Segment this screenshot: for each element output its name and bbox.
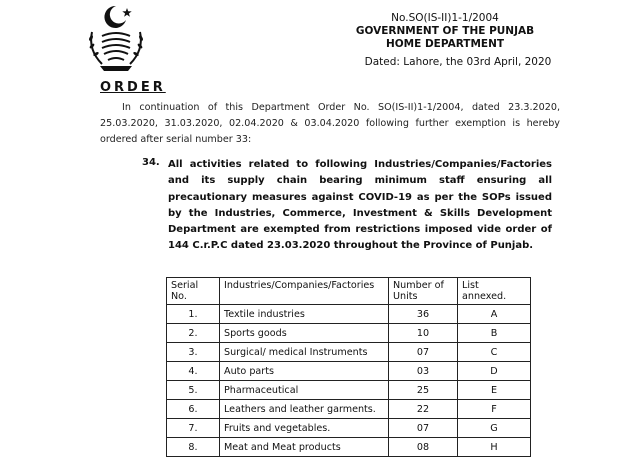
cell-list: H — [458, 438, 531, 457]
cell-list: C — [458, 343, 531, 362]
intro-paragraph: In continuation of this Department Order No. SO(IS-II)1-1/2004, dated 23.3.2020, 25.03.2020, 31.03.2020, 02.04.2020 & 03.04.2020 following further exemption is hereby ordered after serial number 33: — [100, 102, 560, 145]
government-title: GOVERNMENT OF THE PUNJAB — [355, 25, 535, 37]
department-title: HOME DEPARTMENT — [385, 38, 505, 50]
cell-industry: Textile industries — [220, 305, 389, 324]
cell-units: 36 — [389, 305, 458, 324]
header-serial: Serial No. — [167, 278, 220, 305]
cell-industry: Fruits and vegetables. — [220, 419, 389, 438]
cell-units: 03 — [389, 362, 458, 381]
cell-list: F — [458, 400, 531, 419]
cell-units: 25 — [389, 381, 458, 400]
cell-serial: 5. — [167, 381, 220, 400]
cell-industry: Leathers and leather garments. — [220, 400, 389, 419]
cell-list: G — [458, 419, 531, 438]
item-text: All activities related to following Industries/Companies/Factories and its supply chain bearing minimum staff ensuring all precautionary measures against COVID-19 as per the SOPs issued by the Industries, Commerce, Investment & Skills Development Department are exempted from restrictions imposed vide order of 144 C.r.P.C dated 23.03.2020 throughout the Province of Punjab. — [168, 159, 552, 252]
header-number-of-units: Number of Units — [389, 278, 458, 305]
cell-industry: Auto parts — [220, 362, 389, 381]
cell-industry: Pharmaceutical — [220, 381, 389, 400]
table-row — [167, 324, 531, 343]
cell-industry: Surgical/ medical Instruments — [220, 343, 389, 362]
table-row — [167, 438, 531, 457]
cell-industry: Meat and Meat products — [220, 438, 389, 457]
cell-industry: Sports goods — [220, 324, 389, 343]
punjab-emblem-icon — [80, 2, 152, 74]
cell-serial: 3. — [167, 343, 220, 362]
cell-list: B — [458, 324, 531, 343]
table-row — [167, 400, 531, 419]
table-header-row — [167, 278, 531, 305]
cell-serial: 2. — [167, 324, 220, 343]
header-list-annexed: List annexed. — [458, 278, 531, 305]
table-row — [167, 362, 531, 381]
industries-table — [166, 277, 531, 457]
cell-units: 10 — [389, 324, 458, 343]
cell-list: E — [458, 381, 531, 400]
table-row — [167, 419, 531, 438]
cell-list: A — [458, 305, 531, 324]
cell-units: 08 — [389, 438, 458, 457]
item-number: 34. — [142, 157, 160, 168]
cell-units: 22 — [389, 400, 458, 419]
cell-units: 07 — [389, 343, 458, 362]
cell-serial: 8. — [167, 438, 220, 457]
cell-units: 07 — [389, 419, 458, 438]
table-row — [167, 343, 531, 362]
date-line: Dated: Lahore, the 03rd April, 2020 — [364, 56, 552, 68]
cell-serial: 7. — [167, 419, 220, 438]
cell-list: D — [458, 362, 531, 381]
order-heading: ORDER — [100, 80, 166, 95]
document-number: No.SO(IS-II)1-1/2004 — [391, 12, 499, 24]
cell-serial: 6. — [167, 400, 220, 419]
table-row — [167, 305, 531, 324]
header-industries: Industries/Companies/Factories — [220, 278, 389, 305]
cell-serial: 1. — [167, 305, 220, 324]
table-row — [167, 381, 531, 400]
cell-serial: 4. — [167, 362, 220, 381]
